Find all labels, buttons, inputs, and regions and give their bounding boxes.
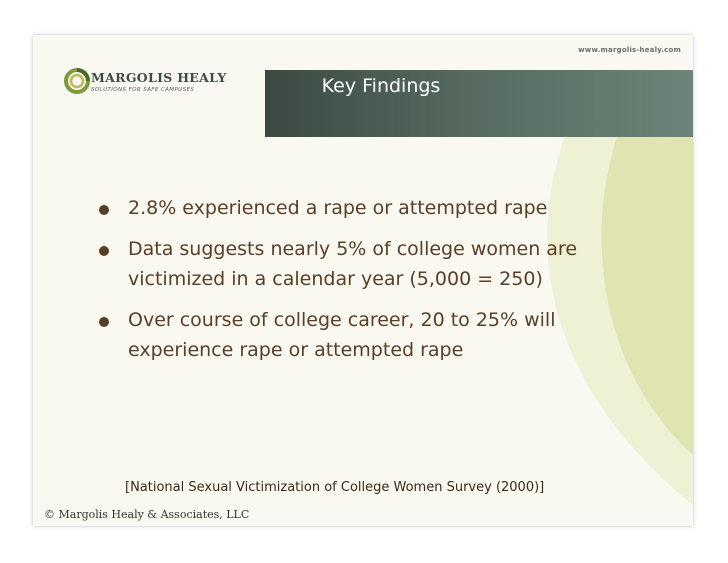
bullet-text: 2.8% experienced a rape or attempted rape [128, 197, 548, 219]
logo-name: MARGOLIS HEALY [91, 70, 227, 85]
bullet-text: Data suggests nearly 5% of college women are victimized in a calendar year (5,000 = 250) [128, 238, 578, 290]
slide-title: Key Findings [321, 75, 441, 97]
findings-list [99, 193, 659, 376]
list-item [99, 234, 659, 294]
list-item [99, 193, 659, 223]
slide [33, 35, 693, 526]
website-url: www.margolis-healy.com [578, 46, 681, 54]
logo-swirl-icon [63, 66, 93, 96]
copyright-notice: © Margolis Healy & Associates, LLC [44, 508, 250, 521]
list-item [99, 305, 659, 365]
logo [63, 65, 263, 105]
bullet-dot-icon [99, 317, 109, 327]
logo-tagline: SOLUTIONS FOR SAFE CAMPUSES [91, 87, 195, 93]
bullet-dot-icon [99, 205, 109, 215]
citation: [National Sexual Victimization of College Women Survey (2000)] [125, 480, 545, 495]
bullet-dot-icon [99, 246, 109, 256]
bullet-text: Over course of college career, 20 to 25% will experience rape or attempted rape [128, 309, 556, 361]
